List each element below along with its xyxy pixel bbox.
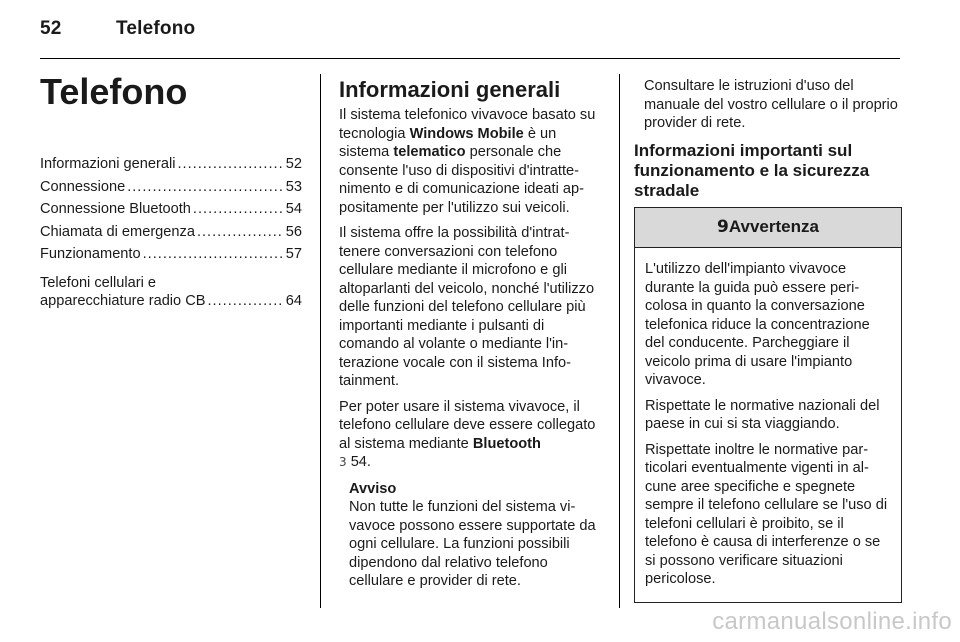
paragraph: Il sistema offre la possibilità d'intrattenere conversazioni con telefono cellulare mediante il microfono e gli altoparlanti del veicolo, nonché l'utilizzo delle funzioni del telefono cellulare più importanti mediante i pulsanti di comando al volante o mediante l'interazione vocale con il sistema Infotainment. xyxy=(339,225,595,389)
toc-item-page: 56 xyxy=(285,223,302,240)
warning-box xyxy=(634,207,902,603)
column-divider-2 xyxy=(619,74,620,608)
toc-leader xyxy=(197,223,284,242)
bold-term: Windows Mobile xyxy=(409,125,524,142)
warning-header xyxy=(635,208,901,249)
safety-column xyxy=(634,72,902,603)
toc-leader xyxy=(127,178,284,197)
toc-leader xyxy=(177,155,283,174)
toc-item-page: 64 xyxy=(285,293,302,309)
toc-item-label: Connessione Bluetooth xyxy=(40,201,191,217)
toc-item-page: 53 xyxy=(285,178,302,195)
page-ref-link[interactable]: 54. xyxy=(346,454,371,470)
section-heading: Informazioni importanti sul funzionamento e la sicurezza stradale xyxy=(634,140,870,200)
page-number: 52 xyxy=(40,18,62,39)
toc-item-label-line2: apparecchiature radio CB xyxy=(40,293,206,309)
bold-term: Bluetooth xyxy=(472,435,541,452)
toc-item[interactable] xyxy=(40,200,302,219)
note-title: Avviso xyxy=(349,480,397,497)
toc-item-label: Chiamata di emergenza xyxy=(40,223,195,240)
toc-item-page: 57 xyxy=(285,246,302,262)
paragraph: Per poter usare il sistema vivavoce, il telefono cellulare deve essere collegato al sistema mediante Bluetooth 3 54. xyxy=(339,398,596,470)
header-rule xyxy=(40,58,900,59)
toc-item-label: Informazioni generali xyxy=(40,156,176,172)
toc-leader xyxy=(193,200,284,219)
warning-paragraph: L'utilizzo dell'impianto vivavoce durante la guida può essere pericolosa in quanto la conversazione telefonica riduce la concentrazione del conducente. Parcheggiare il veicolo prima di usare l'impianto vivavoce. xyxy=(645,261,870,388)
toc-item[interactable] xyxy=(40,178,302,197)
chapter-toc xyxy=(40,72,302,311)
toc-leader xyxy=(143,245,284,264)
toc-item[interactable] xyxy=(40,155,302,174)
toc-item-page: 52 xyxy=(285,156,302,172)
arrow-ref-icon: 3 xyxy=(339,455,347,469)
general-info-column xyxy=(339,72,605,591)
watermark: carmanualsonline.info xyxy=(712,608,952,635)
note-text: Non tutte le funzioni del sistema vivavoce possono essere supportate da ogni cellulare. La funzioni possibili dipendono dal relativo telefono cellulare e provider di rete. xyxy=(349,499,596,589)
warning-body xyxy=(635,248,901,602)
running-title: Telefono xyxy=(116,18,196,39)
column-divider-1 xyxy=(320,74,321,608)
section-heading: Informazioni generali xyxy=(339,77,561,102)
warning-paragraph: Rispettate inoltre le normative particolari eventualmente vigenti in alcune aree specifiche e spegnete sempre il telefono cellulare se l'uso di telefoni cellulari è proibito, se il telefono è causa di interferenze o se si possono verificare situazioni pericolose. xyxy=(645,441,888,587)
toc-item-label-line1: Telefoni cellulari e xyxy=(40,274,157,291)
warning-triangle-icon: 9 xyxy=(717,216,729,237)
toc-item[interactable] xyxy=(40,223,302,242)
note-box xyxy=(339,480,605,591)
toc-item[interactable] xyxy=(40,274,302,311)
paragraph: Il sistema telefonico vivavoce basato su tecnologia Windows Mobile è un sistema telematico personale che consente l'uso di dispositivi d'intrattenimento e di comunicazione ideati appositamente per l'utilizzo sui veicoli. xyxy=(339,107,596,216)
toc-item-label: Funzionamento xyxy=(40,246,141,262)
note-continuation: Consultare le istruzioni d'uso del manuale del vostro cellulare o il proprio provider di rete. xyxy=(644,78,898,131)
toc-leader xyxy=(208,292,284,311)
page-header xyxy=(40,18,195,40)
warning-paragraph: Rispettate le normative nazionali del paese in cui si sta viaggiando. xyxy=(645,397,880,432)
toc-item-page: 54 xyxy=(285,201,302,217)
chapter-title: Telefono xyxy=(40,71,188,112)
toc-item-label: Connessione xyxy=(40,178,126,195)
bold-term: telematico xyxy=(393,144,466,160)
toc-item[interactable] xyxy=(40,245,302,264)
warning-title: Avvertenza xyxy=(728,216,819,236)
